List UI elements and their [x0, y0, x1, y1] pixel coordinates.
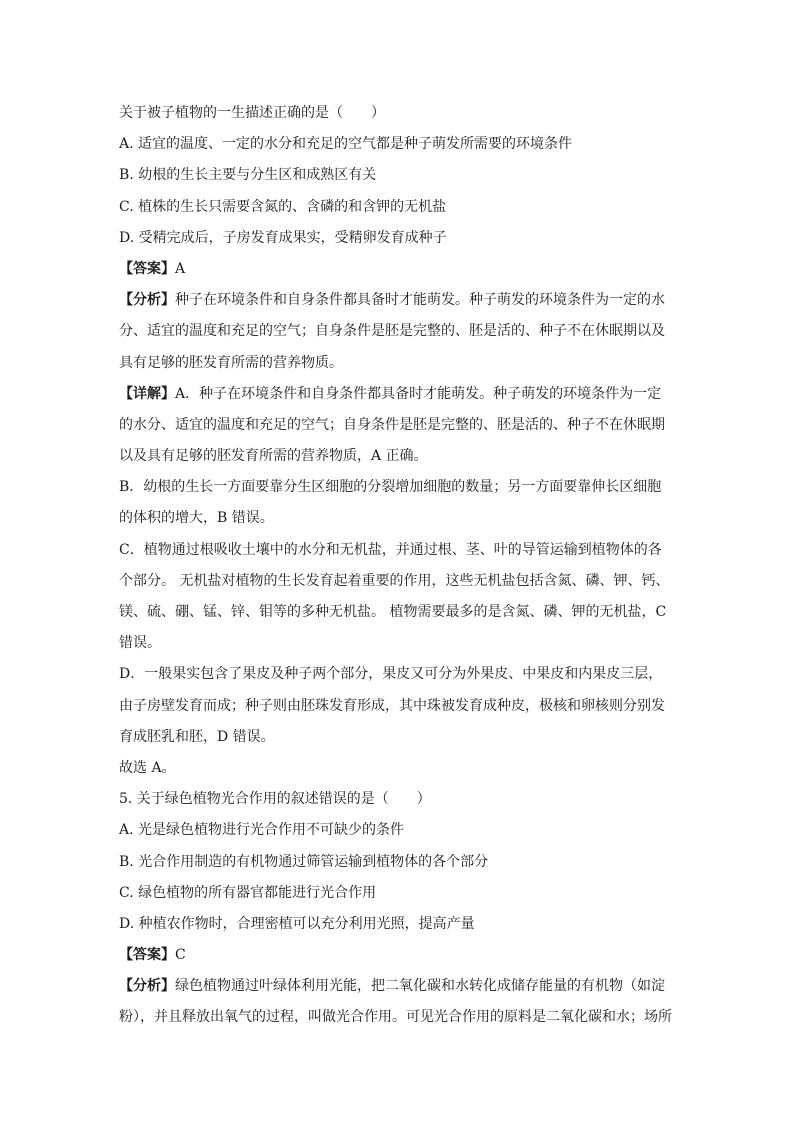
analysis-text: 种子在环境条件和自身条件都具备时才能萌发。种子萌发的环境条件为一定的水: [175, 292, 665, 309]
question-4-option-d: D. 受精完成后，子房发育成果实，受精卵发育成种子: [119, 229, 447, 246]
detail-label: 【详解】: [119, 385, 175, 402]
question-4-option-b: B. 幼根的生长主要与分生区和成熟区有关: [119, 167, 377, 184]
question-4-detail-line-9: 错误。: [119, 635, 161, 652]
answer-label: 【答案】: [119, 260, 175, 277]
answer-label: 【答案】: [119, 947, 175, 964]
question-5-stem: 5. 关于绿色植物光合作用的叙述错误的是（ ）: [119, 791, 431, 808]
question-4-detail-line-2: 的水分、适宜的温度和充足的空气；自身条件是胚是完整的、胚是活的、种子不在休眠期: [119, 416, 665, 433]
question-4-detail-line-4: B．幼根的生长一方面要靠分生区细胞的分裂增加细胞的数量；另一方面要靠伸长区细胞: [119, 479, 662, 496]
question-4-detail-line-6: C．植物通过根吸收土壤中的水分和无机盐，并通过根、茎、叶的导管运输到植物体的各: [119, 541, 662, 558]
question-4-detail-line-10: D．一般果实包含了果皮及种子两个部分，果皮又可分为外果皮、中果皮和内果皮三层，: [119, 666, 663, 683]
detail-text: A．种子在环境条件和自身条件都具备时才能萌发。种子萌发的环境条件为一定: [175, 385, 662, 402]
question-4-detail-line-12: 育成胚乳和胚，D 错误。: [119, 728, 275, 745]
question-4-stem: 关于被子植物的一生描述正确的是（ ）: [119, 105, 385, 121]
question-4-detail-line-8: 镁、硫、硼、锰、锌、钼等的多种无机盐。 植物需要最多的是含氮、磷、钾的无机盐，C: [119, 604, 667, 620]
analysis-label: 【分析】: [119, 978, 175, 995]
document-content: [119, 98, 679, 1034]
question-5-option-b: B. 光合作用制造的有机物通过筛管运输到植物体的各个部分: [119, 853, 489, 870]
question-4-detail-line-11: 由子房壁发育而成；种子则由胚珠发育形成，其中珠被发育成种皮，极核和卵核则分别发: [119, 697, 665, 714]
question-4-option-c: C. 植株的生长只需要含氮的、含磷的和含钾的无机盐: [119, 198, 447, 215]
question-4-analysis-line-1: [119, 285, 679, 316]
question-5-answer: [119, 940, 679, 971]
question-4-detail-line-3: 以及具有足够的胚发育所需的营养物质，A 正确。: [119, 448, 428, 465]
question-5-analysis-line-1: [119, 971, 679, 1002]
question-4-detail-line-7: 个部分。 无机盐对植物的生长发育起着重要的作用，这些无机盐包括含氮、磷、钾、钙、: [119, 572, 670, 589]
question-4-conclusion: 故选 A。: [119, 759, 176, 776]
analysis-text: 绿色植物通过叶绿体利用光能，把二氧化碳和水转化成储存能量的有机物（如淀: [175, 978, 665, 995]
answer-value: A: [175, 260, 186, 277]
question-4-answer: [119, 254, 679, 285]
answer-value: C: [175, 947, 186, 964]
question-4-detail-line-1: [119, 379, 679, 410]
question-5-option-c: C. 绿色植物的所有器官都能进行光合作用: [119, 884, 377, 901]
question-4-option-a: A. 适宜的温度、一定的水分和充足的空气都是种子萌发所需要的环境条件: [119, 136, 573, 153]
question-4-analysis-line-3: 具有足够的胚发育所需的营养物质。: [119, 354, 343, 371]
question-5-analysis-line-2: 粉），并且释放出氧气的过程，叫做光合作用。可见光合作用的原料是二氧化碳和水；场所: [119, 1009, 672, 1026]
analysis-label: 【分析】: [119, 292, 175, 309]
question-4-detail-line-5: 的体积的增大，B 错误。: [119, 510, 274, 527]
question-4-analysis-line-2: 分、适宜的温度和充足的空气；自身条件是胚是完整的、胚是活的、种子不在休眠期以及: [119, 323, 665, 340]
question-5-option-d: D. 种植农作物时，合理密植可以充分利用光照，提高产量: [119, 915, 475, 932]
question-5-option-a: A. 光是绿色植物进行光合作用不可缺少的条件: [119, 822, 405, 839]
